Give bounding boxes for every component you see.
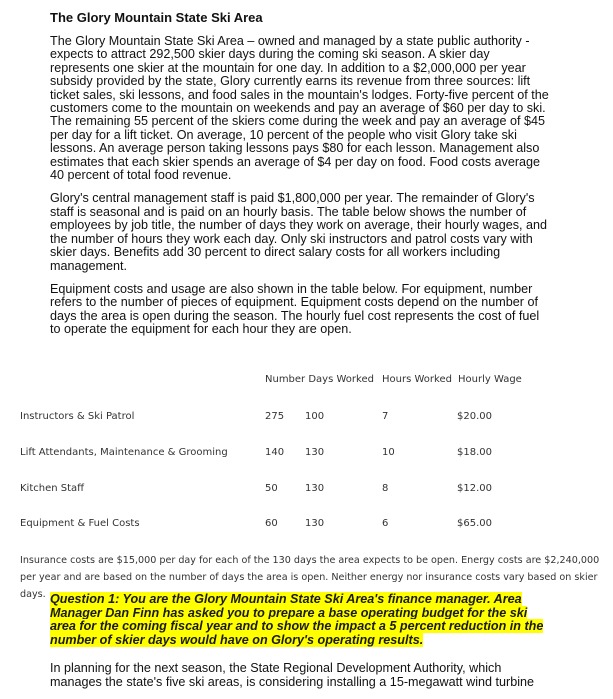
paragraph-wind-turbine: In planning for the next season, the State Regional Development Authority, which manages the state's five ski areas, is considering installing a 15-megawatt wind turbine (50, 661, 535, 689)
row-label: Instructors & Ski Patrol (20, 411, 135, 422)
row-wage: $20.00 (457, 411, 492, 422)
table-row (0, 411, 613, 427)
question-1 (50, 593, 550, 647)
row-days: 100 (305, 411, 325, 422)
row-number: 140 (265, 447, 285, 458)
row-number: 50 (265, 483, 278, 494)
row-label: Equipment & Fuel Costs (20, 518, 140, 529)
table-row (0, 447, 613, 463)
row-days: 130 (305, 447, 325, 458)
row-number: 60 (265, 518, 278, 529)
paragraph-staff: Glory's central management staff is paid $1,800,000 per year. The remainder of Glory's staff is seasonal and is paid on an hourly basis. The table below shows the number of employees by job title, the number of days they work on average, their hourly wages, and the number of hours they work each day. Only ski instructors and patrol costs vary with skier days. Benefits add 30 percent to direct salary costs for all workers including management. (50, 191, 548, 273)
row-hours: 6 (382, 518, 389, 529)
row-hours: 10 (382, 447, 395, 458)
table-row (0, 518, 613, 534)
row-hours: 7 (382, 411, 389, 422)
table-row (0, 483, 613, 499)
document-title: The Glory Mountain State Ski Area (50, 10, 263, 25)
document-body (50, 10, 550, 347)
row-wage: $12.00 (457, 483, 492, 494)
row-label: Lift Attendants, Maintenance & Grooming (20, 447, 228, 458)
row-hours: 8 (382, 483, 389, 494)
paragraph-intro: The Glory Mountain State Ski Area – owned and managed by a state public authority - expects to attract 292,500 skier days during the coming ski season. A skier day represents one skier at the mountain for one day. In addition to a $2,000,000 per year subsidy provided by the state, Glory currently earns its revenue from three sources: lift ticket sales, ski lessons, and food sales in the mountain's lodges. Forty-five percent of the customers come to the mountain on weekends and pay an average of $60 per day to ski. The remaining 55 percent of the skiers come during the week and pay an average of $45 per day for a lift ticket. On average, 10 percent of the people who visit Glory take ski lessons. An average person taking lessons pays $80 for each lesson. Management also estimates that each skier spends an average of $4 per day on food. Food costs average 40 percent of total food revenue. (50, 34, 549, 183)
row-number: 275 (265, 411, 285, 422)
header-wage: Hourly Wage (458, 374, 522, 385)
row-wage: $18.00 (457, 447, 492, 458)
row-label: Kitchen Staff (20, 483, 85, 494)
header-hours: Hours Worked (382, 374, 452, 385)
question-highlight: Question 1: You are the Glory Mountain State Ski Area's finance manager. Area Manager Dan Finn has asked you to prepare a base operating budget for the ski area for the coming fiscal year and to show the impact a 5 percent reduction in the number of skier days would have on Glory's operating results. (50, 592, 544, 647)
paragraph-equipment: Equipment costs and usage are also shown in the table below. For equipment, number refers to the number of pieces of equipment. Equipment costs depend on the number of days the area is open during the season. The hourly fuel cost represents the cost of fuel to operate the equipment for each hour they are open. (50, 281, 540, 337)
header-number-days: Number Days Worked (265, 374, 374, 385)
row-days: 130 (305, 483, 325, 494)
insurance-energy-note: Insurance costs are $15,000 per day for each of the 130 days the area expects to be open. Energy costs are $2,240,000 per year and are based on the number of days the area is open. Neither energy nor insurance costs vary based on skier days. (20, 555, 600, 600)
row-wage: $65.00 (457, 518, 492, 529)
row-days: 130 (305, 518, 325, 529)
